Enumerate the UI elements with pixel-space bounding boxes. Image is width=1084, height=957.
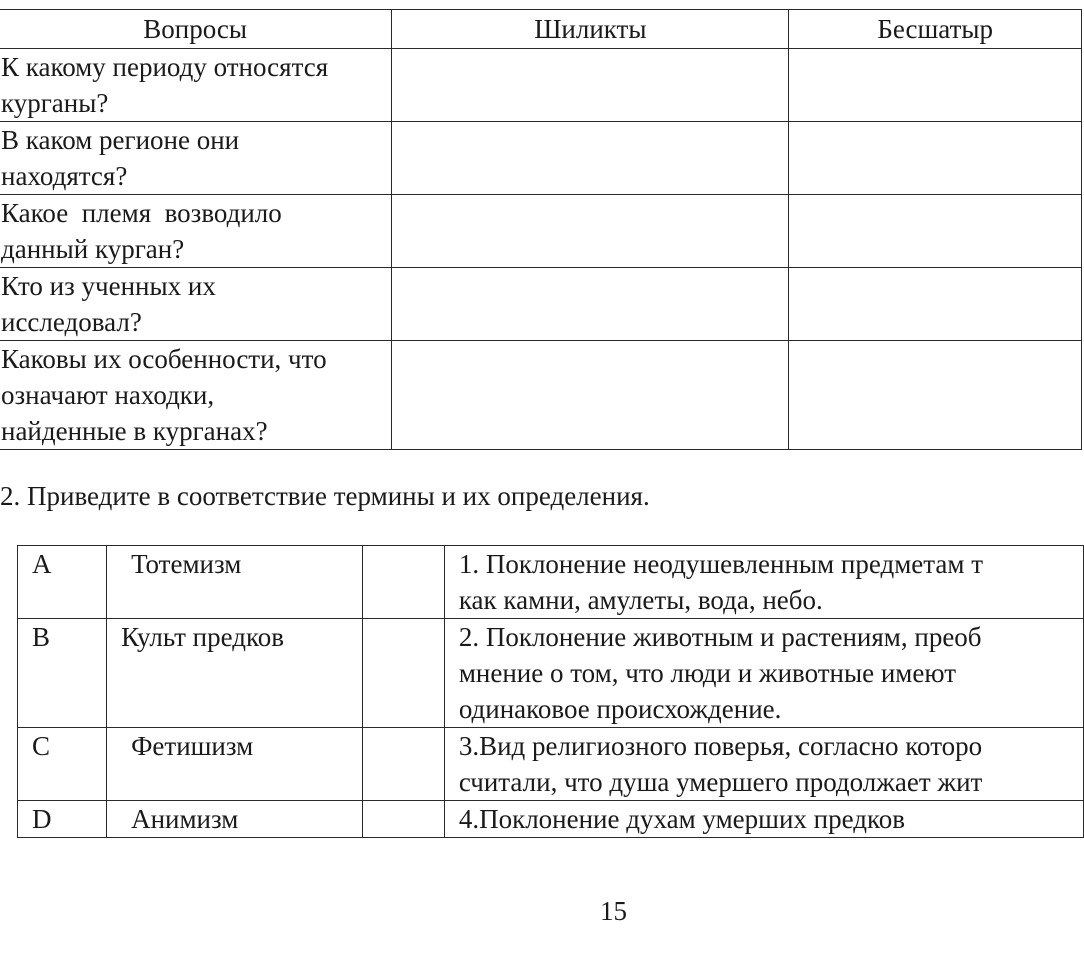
question-line: исследовал? — [1, 307, 142, 337]
answer-cell-besshatyr[interactable] — [789, 49, 1082, 122]
table-row — [0, 122, 1082, 195]
question-line: найденные в курганах? — [1, 416, 268, 446]
letter-cell: B — [18, 619, 107, 728]
answer-cell-shilikty[interactable] — [392, 341, 789, 450]
definition-line: как камни, амулеты, вода, небо. — [458, 585, 823, 615]
table-row — [18, 546, 1084, 619]
matching-table — [17, 545, 1084, 838]
letter-cell: A — [18, 546, 107, 619]
answer-cell-shilikty[interactable] — [392, 122, 789, 195]
answer-cell-besshatyr[interactable] — [789, 341, 1082, 450]
question-line: Каковы их особенности, что — [1, 344, 327, 374]
answer-cell-shilikty[interactable] — [392, 195, 789, 268]
definition-cell — [444, 728, 1083, 801]
table-row — [0, 341, 1082, 450]
header-shilikty: Шиликты — [392, 10, 789, 49]
definition-line: 3.Вид религиозного поверья, согласно которо — [458, 731, 983, 761]
term-cell: Анимизм — [107, 801, 363, 838]
page-number: 15 — [600, 896, 627, 926]
table-header-row — [0, 10, 1082, 49]
table-row — [18, 728, 1084, 801]
answer-cell-besshatyr[interactable] — [789, 268, 1082, 341]
definition-line: мнение о том, что люди и животные имеют — [458, 658, 956, 688]
definition-line: считали, что душа умершего продолжает жит — [458, 767, 983, 797]
question-cell — [0, 195, 392, 268]
definition-line: 1. Поклонение неодушевленным предметам т — [458, 549, 984, 579]
table-row — [0, 195, 1082, 268]
definition-cell — [444, 801, 1083, 838]
definition-line: одинаковое происхождение. — [458, 694, 782, 724]
table-row — [18, 619, 1084, 728]
answer-cell-shilikty[interactable] — [392, 268, 789, 341]
answer-cell[interactable] — [362, 728, 444, 801]
table-row — [18, 801, 1084, 838]
question-line: В каком регионе они — [1, 125, 240, 155]
answer-cell-besshatyr[interactable] — [789, 122, 1082, 195]
question-cell — [0, 122, 392, 195]
answer-cell[interactable] — [362, 546, 444, 619]
answer-cell-shilikty[interactable] — [392, 49, 789, 122]
header-questions: Вопросы — [0, 10, 392, 49]
letter-cell: C — [18, 728, 107, 801]
letter-cell: D — [18, 801, 107, 838]
question-line: К какому периоду относятся — [1, 52, 329, 82]
task-instruction: 2. Приведите в соответствие термины и их определения. — [0, 481, 650, 511]
question-line: находятся? — [1, 161, 128, 191]
question-line: курганы? — [1, 88, 109, 118]
kurgan-questions-table — [0, 9, 1082, 450]
question-line: данный курган? — [1, 234, 185, 264]
question-cell — [0, 341, 392, 450]
answer-cell[interactable] — [362, 619, 444, 728]
definition-line: 2. Поклонение животным и растениям, преоб — [458, 622, 982, 652]
header-besshatyr: Бесшатыр — [789, 10, 1082, 49]
term-cell: Тотемизм — [107, 546, 363, 619]
answer-cell-besshatyr[interactable] — [789, 195, 1082, 268]
question-line: Какое племя возводило — [1, 198, 282, 228]
term-cell: Фетишизм — [107, 728, 363, 801]
table-row — [0, 49, 1082, 122]
table-row — [0, 268, 1082, 341]
question-line: Кто из ученных их — [1, 271, 216, 301]
question-cell — [0, 268, 392, 341]
question-cell — [0, 49, 392, 122]
definition-cell — [444, 546, 1083, 619]
answer-cell[interactable] — [362, 801, 444, 838]
definition-cell — [444, 619, 1083, 728]
term-cell: Культ предков — [107, 619, 363, 728]
question-line: означают находки, — [1, 380, 215, 410]
definition-line: 4.Поклонение духам умерших предков — [458, 804, 905, 834]
